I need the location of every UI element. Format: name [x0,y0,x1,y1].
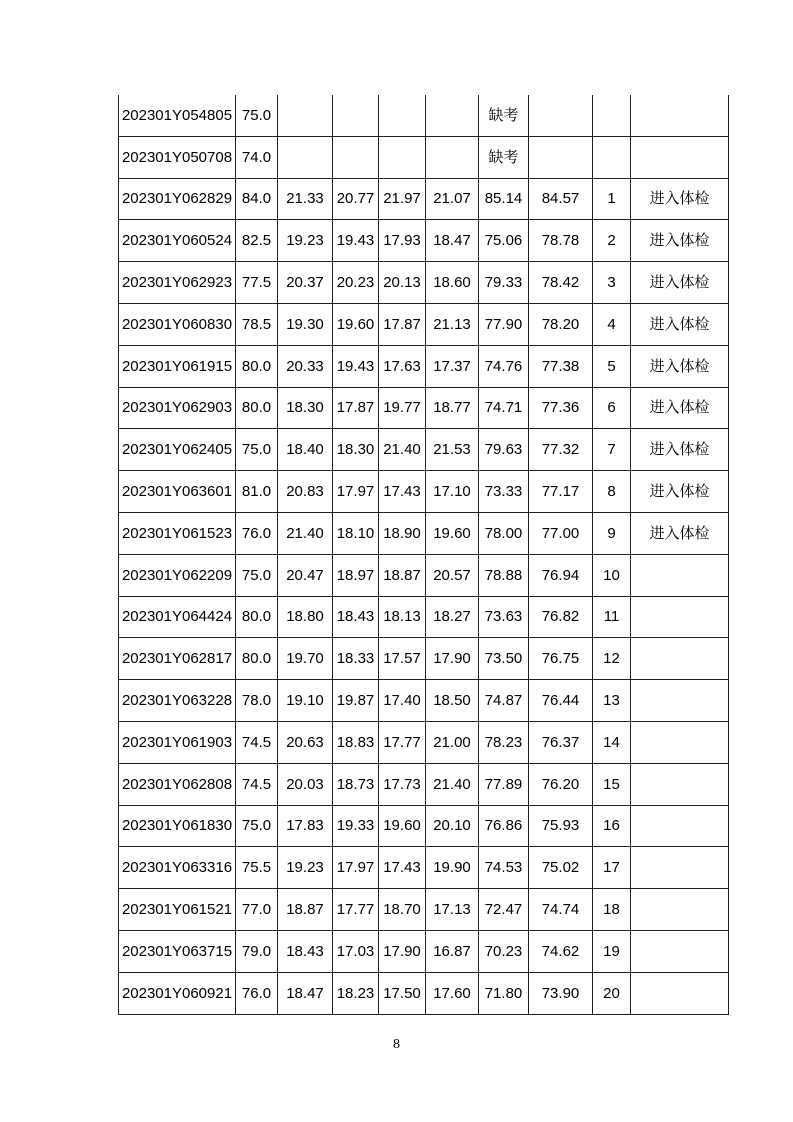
cell-written-score: 76.0 [236,972,278,1014]
cell-interview-total: 缺考 [479,95,529,136]
cell-result [631,763,729,805]
cell-interview-score-4: 19.90 [426,847,479,889]
cell-interview-total: 75.06 [479,220,529,262]
table-row [119,889,729,931]
cell-final-score: 77.36 [529,387,593,429]
cell-interview-score-1: 18.43 [278,930,333,972]
cell-candidate-id: 202301Y062817 [119,638,236,680]
cell-written-score: 79.0 [236,930,278,972]
cell-interview-score-2: 19.60 [333,303,379,345]
cell-written-score: 75.0 [236,554,278,596]
cell-interview-score-3: 17.77 [379,721,426,763]
cell-candidate-id: 202301Y062808 [119,763,236,805]
cell-rank: 3 [593,262,631,304]
cell-written-score: 80.0 [236,387,278,429]
cell-interview-score-2 [333,95,379,136]
cell-rank: 10 [593,554,631,596]
cell-final-score: 77.17 [529,471,593,513]
cell-interview-score-4: 17.60 [426,972,479,1014]
cell-result [631,805,729,847]
cell-interview-score-4: 20.10 [426,805,479,847]
cell-written-score: 81.0 [236,471,278,513]
table-row [119,303,729,345]
table-row [119,638,729,680]
table-row [119,262,729,304]
cell-interview-score-1: 18.47 [278,972,333,1014]
cell-result [631,638,729,680]
cell-candidate-id: 202301Y061521 [119,889,236,931]
cell-rank: 1 [593,178,631,220]
cell-rank: 20 [593,972,631,1014]
cell-interview-total: 73.50 [479,638,529,680]
cell-interview-total: 73.33 [479,471,529,513]
cell-interview-score-3: 17.87 [379,303,426,345]
table-row [119,805,729,847]
cell-final-score [529,95,593,136]
cell-interview-score-4: 17.10 [426,471,479,513]
table-row [119,429,729,471]
cell-candidate-id: 202301Y062903 [119,387,236,429]
cell-result [631,972,729,1014]
table-row [119,345,729,387]
cell-interview-score-3: 17.40 [379,680,426,722]
cell-final-score: 74.62 [529,930,593,972]
cell-interview-score-3: 19.60 [379,805,426,847]
cell-candidate-id: 202301Y054805 [119,95,236,136]
cell-interview-score-4: 18.47 [426,220,479,262]
cell-result [631,721,729,763]
cell-interview-score-1: 19.23 [278,847,333,889]
cell-result: 进入体检 [631,387,729,429]
cell-result: 进入体检 [631,345,729,387]
cell-interview-score-3: 17.93 [379,220,426,262]
cell-rank: 5 [593,345,631,387]
page-number: 8 [393,1037,400,1052]
cell-interview-score-3: 17.90 [379,930,426,972]
cell-interview-score-3: 18.87 [379,554,426,596]
cell-written-score: 74.0 [236,136,278,178]
cell-result: 进入体检 [631,178,729,220]
cell-interview-score-2: 19.43 [333,345,379,387]
cell-final-score: 76.44 [529,680,593,722]
cell-candidate-id: 202301Y062405 [119,429,236,471]
cell-interview-score-2: 18.83 [333,721,379,763]
cell-candidate-id: 202301Y060830 [119,303,236,345]
cell-written-score: 78.5 [236,303,278,345]
cell-final-score: 77.38 [529,345,593,387]
cell-interview-score-4: 21.07 [426,178,479,220]
cell-final-score [529,136,593,178]
cell-interview-total: 72.47 [479,889,529,931]
cell-interview-score-4: 17.90 [426,638,479,680]
cell-interview-score-3: 17.73 [379,763,426,805]
cell-interview-score-4: 17.13 [426,889,479,931]
cell-rank [593,95,631,136]
cell-result: 进入体检 [631,512,729,554]
table-row [119,596,729,638]
cell-interview-score-1: 20.03 [278,763,333,805]
cell-interview-total: 缺考 [479,136,529,178]
cell-interview-score-1: 19.30 [278,303,333,345]
cell-interview-score-4: 18.50 [426,680,479,722]
cell-interview-score-4: 21.40 [426,763,479,805]
cell-interview-score-3: 18.13 [379,596,426,638]
cell-interview-score-1: 20.37 [278,262,333,304]
cell-rank: 19 [593,930,631,972]
cell-interview-score-4 [426,95,479,136]
cell-interview-score-4: 18.27 [426,596,479,638]
table-row [119,930,729,972]
cell-rank: 14 [593,721,631,763]
cell-final-score: 74.74 [529,889,593,931]
cell-candidate-id: 202301Y062923 [119,262,236,304]
cell-interview-score-3: 21.97 [379,178,426,220]
cell-rank: 4 [593,303,631,345]
cell-interview-score-1: 18.80 [278,596,333,638]
cell-candidate-id: 202301Y063316 [119,847,236,889]
cell-candidate-id: 202301Y061915 [119,345,236,387]
cell-rank: 18 [593,889,631,931]
table-row [119,554,729,596]
cell-interview-score-1 [278,136,333,178]
cell-final-score: 78.78 [529,220,593,262]
cell-interview-score-3: 17.63 [379,345,426,387]
cell-interview-score-3: 17.43 [379,847,426,889]
cell-interview-score-4: 21.00 [426,721,479,763]
cell-written-score: 75.0 [236,429,278,471]
table-row [119,763,729,805]
cell-rank: 12 [593,638,631,680]
cell-interview-score-2: 18.33 [333,638,379,680]
cell-interview-score-4: 21.53 [426,429,479,471]
cell-interview-score-1 [278,95,333,136]
cell-interview-total: 76.86 [479,805,529,847]
cell-interview-score-1: 21.40 [278,512,333,554]
cell-candidate-id: 202301Y061830 [119,805,236,847]
cell-interview-score-2: 17.97 [333,847,379,889]
cell-interview-score-1: 21.33 [278,178,333,220]
cell-interview-score-3 [379,136,426,178]
table-row [119,387,729,429]
cell-interview-total: 78.00 [479,512,529,554]
cell-written-score: 84.0 [236,178,278,220]
cell-interview-score-2: 17.77 [333,889,379,931]
cell-written-score: 82.5 [236,220,278,262]
cell-interview-score-1: 19.10 [278,680,333,722]
cell-written-score: 77.5 [236,262,278,304]
cell-final-score: 75.93 [529,805,593,847]
cell-interview-score-2: 18.10 [333,512,379,554]
cell-interview-score-1: 20.33 [278,345,333,387]
cell-interview-score-2: 20.77 [333,178,379,220]
cell-interview-total: 70.23 [479,930,529,972]
cell-rank: 13 [593,680,631,722]
cell-candidate-id: 202301Y050708 [119,136,236,178]
cell-interview-total: 85.14 [479,178,529,220]
cell-result: 进入体检 [631,262,729,304]
cell-written-score: 75.0 [236,95,278,136]
cell-rank: 9 [593,512,631,554]
cell-rank [593,136,631,178]
cell-interview-score-1: 20.83 [278,471,333,513]
cell-interview-score-4: 21.13 [426,303,479,345]
cell-interview-score-1: 18.40 [278,429,333,471]
cell-interview-score-2: 17.03 [333,930,379,972]
cell-candidate-id: 202301Y063228 [119,680,236,722]
cell-interview-score-2 [333,136,379,178]
cell-result: 进入体检 [631,303,729,345]
cell-interview-score-1: 20.47 [278,554,333,596]
cell-interview-total: 74.76 [479,345,529,387]
table-row [119,680,729,722]
cell-interview-score-3: 17.43 [379,471,426,513]
cell-interview-score-4: 20.57 [426,554,479,596]
cell-interview-score-3: 19.77 [379,387,426,429]
cell-result: 进入体检 [631,220,729,262]
cell-interview-score-2: 18.30 [333,429,379,471]
cell-final-score: 77.32 [529,429,593,471]
cell-interview-total: 79.33 [479,262,529,304]
score-table [118,95,729,1015]
cell-interview-score-3: 20.13 [379,262,426,304]
cell-candidate-id: 202301Y063715 [119,930,236,972]
cell-interview-score-4: 19.60 [426,512,479,554]
cell-written-score: 77.0 [236,889,278,931]
cell-result [631,847,729,889]
cell-final-score: 78.42 [529,262,593,304]
cell-candidate-id: 202301Y061523 [119,512,236,554]
cell-interview-total: 74.71 [479,387,529,429]
cell-result [631,680,729,722]
cell-interview-total: 77.89 [479,763,529,805]
cell-interview-score-2: 18.97 [333,554,379,596]
table-row [119,721,729,763]
cell-final-score: 75.02 [529,847,593,889]
cell-result [631,596,729,638]
cell-interview-score-4: 18.60 [426,262,479,304]
cell-interview-score-1: 19.70 [278,638,333,680]
cell-final-score: 77.00 [529,512,593,554]
cell-result: 进入体检 [631,429,729,471]
cell-interview-score-4: 18.77 [426,387,479,429]
cell-interview-total: 78.88 [479,554,529,596]
cell-interview-score-3: 18.90 [379,512,426,554]
cell-written-score: 78.0 [236,680,278,722]
cell-interview-score-3: 17.57 [379,638,426,680]
cell-candidate-id: 202301Y064424 [119,596,236,638]
score-table-body [119,95,729,1014]
cell-rank: 6 [593,387,631,429]
cell-rank: 15 [593,763,631,805]
cell-interview-total: 74.87 [479,680,529,722]
cell-interview-score-3: 17.50 [379,972,426,1014]
cell-interview-total: 79.63 [479,429,529,471]
cell-candidate-id: 202301Y060524 [119,220,236,262]
cell-result [631,930,729,972]
cell-interview-score-1: 19.23 [278,220,333,262]
cell-final-score: 78.20 [529,303,593,345]
cell-final-score: 73.90 [529,972,593,1014]
cell-final-score: 76.20 [529,763,593,805]
cell-written-score: 80.0 [236,638,278,680]
cell-candidate-id: 202301Y063601 [119,471,236,513]
cell-interview-score-2: 19.43 [333,220,379,262]
cell-written-score: 80.0 [236,345,278,387]
cell-candidate-id: 202301Y060921 [119,972,236,1014]
cell-rank: 2 [593,220,631,262]
cell-interview-score-1: 20.63 [278,721,333,763]
cell-written-score: 76.0 [236,512,278,554]
table-row [119,512,729,554]
cell-written-score: 80.0 [236,596,278,638]
cell-interview-score-3: 18.70 [379,889,426,931]
cell-result: 进入体检 [631,471,729,513]
cell-interview-score-1: 18.87 [278,889,333,931]
cell-interview-total: 71.80 [479,972,529,1014]
cell-interview-score-3 [379,95,426,136]
cell-result [631,95,729,136]
cell-candidate-id: 202301Y062209 [119,554,236,596]
cell-final-score: 76.94 [529,554,593,596]
table-row [119,471,729,513]
cell-rank: 16 [593,805,631,847]
table-row [119,972,729,1014]
cell-candidate-id: 202301Y061903 [119,721,236,763]
table-row [119,220,729,262]
cell-written-score: 74.5 [236,721,278,763]
cell-result [631,554,729,596]
cell-interview-score-2: 18.43 [333,596,379,638]
table-row [119,95,729,136]
cell-interview-score-2: 17.87 [333,387,379,429]
cell-rank: 17 [593,847,631,889]
cell-rank: 11 [593,596,631,638]
cell-final-score: 76.37 [529,721,593,763]
cell-written-score: 74.5 [236,763,278,805]
cell-interview-score-3: 21.40 [379,429,426,471]
cell-interview-score-2: 20.23 [333,262,379,304]
cell-final-score: 76.82 [529,596,593,638]
cell-interview-score-4 [426,136,479,178]
cell-candidate-id: 202301Y062829 [119,178,236,220]
cell-interview-total: 78.23 [479,721,529,763]
table-row [119,847,729,889]
cell-result [631,889,729,931]
cell-interview-score-4: 16.87 [426,930,479,972]
cell-rank: 8 [593,471,631,513]
cell-interview-score-1: 18.30 [278,387,333,429]
cell-interview-total: 77.90 [479,303,529,345]
cell-final-score: 84.57 [529,178,593,220]
cell-interview-score-2: 17.97 [333,471,379,513]
cell-written-score: 75.5 [236,847,278,889]
table-row [119,178,729,220]
cell-interview-score-4: 17.37 [426,345,479,387]
table-row [119,136,729,178]
cell-interview-total: 74.53 [479,847,529,889]
cell-rank: 7 [593,429,631,471]
cell-interview-score-2: 19.87 [333,680,379,722]
cell-interview-total: 73.63 [479,596,529,638]
cell-interview-score-2: 18.73 [333,763,379,805]
cell-final-score: 76.75 [529,638,593,680]
cell-result [631,136,729,178]
cell-interview-score-1: 17.83 [278,805,333,847]
cell-written-score: 75.0 [236,805,278,847]
cell-interview-score-2: 18.23 [333,972,379,1014]
cell-interview-score-2: 19.33 [333,805,379,847]
